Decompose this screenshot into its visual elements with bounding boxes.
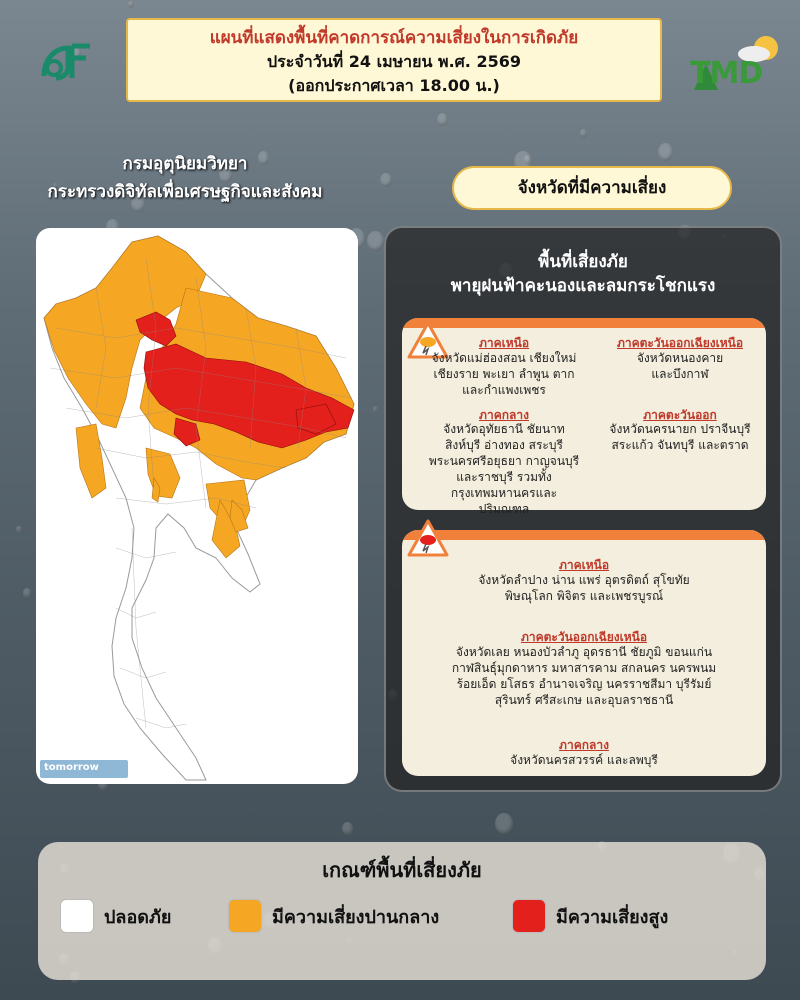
warning-high-icon <box>406 518 450 558</box>
agency-line-2: กระทรวงดิจิทัลเพื่อเศรษฐกิจและสังคม <box>47 182 323 202</box>
legend-label-medium: มีความเสี่ยงปานกลาง <box>272 906 440 928</box>
card1-northeast-body: จังหวัดหนองคาย และบึงกาฬ <box>636 351 724 381</box>
card1-central-body: จังหวัดอุทัยธานี ชัยนาท สิงห์บุรี อ่างทอง สระบุรี พระนครศรีอยุธยา กาญจนบุรี และราชบุรี รวมทั้ง กรุงเทพมหานครและ ปริมณฑล <box>428 422 580 516</box>
card2-northeast-head: ภาคตะวันออกเฉียงเหนือ <box>520 630 648 644</box>
raindrop <box>495 813 513 834</box>
title-date: ประจำวันที่ 24 เมษายน พ.ศ. 2569 <box>267 52 521 71</box>
raindrop <box>380 173 392 187</box>
raindrop <box>128 1 134 8</box>
raindrop <box>342 822 353 835</box>
risk-map-panel <box>36 228 358 784</box>
card1-north-body: จังหวัดแม่ฮ่องสอน เชียงใหม่ เชียงราย พะเยา ลำพูน ตาก และกำแพงเพชร <box>431 351 577 397</box>
card-top-bar <box>402 318 766 328</box>
raindrop <box>367 231 383 251</box>
agency-name <box>10 150 360 206</box>
card2-central-head: ภาคกลาง <box>559 738 609 752</box>
card2-central-body: จังหวัดนครสวรรค์ และลพบุรี <box>510 753 658 767</box>
risk-heading-line-2: พายุฝนฟ้าคะนองและลมกระโชกแรง <box>450 276 716 296</box>
raindrop <box>23 588 31 598</box>
card1-east-body: จังหวัดนครนายก ปราจีนบุรี สระแก้ว จันทบุรี และตราด <box>609 422 751 452</box>
legend-item-safe <box>60 896 171 936</box>
dept-logo-icon <box>38 38 98 84</box>
raindrop <box>580 129 587 138</box>
title-main: แผนที่แสดงพื้นที่คาดการณ์ความเสี่ยงในการเกิดภัย <box>209 28 579 48</box>
card2-north-head: ภาคเหนือ <box>558 558 610 572</box>
tomorrow-badge: tomorrow <box>40 760 128 778</box>
tmd-logo-text: TMD <box>690 56 763 91</box>
legend-item-high <box>512 896 668 936</box>
raindrop <box>524 155 531 164</box>
card1-north-head: ภาคเหนือ <box>478 336 530 350</box>
risk-heading-line-1: พื้นที่เสี่ยงภัย <box>538 252 628 272</box>
raindrop <box>16 526 21 532</box>
title-box <box>126 18 662 102</box>
card2-northeast-body: จังหวัดเลย หนองบัวลำภู อุดรธานี ชัยภูมิ ขอนแก่น กาฬสินธุ์มุกดาหาร มหาสารคาม สกลนคร นครพนม ร้อยเอ็ด ยโสธร อำนาจเจริญ นครราชสีมา บุรีรัมย์ สุรินทร์ ศรีสะเกษ และอุบลราชธานี <box>451 645 717 707</box>
legend-item-medium <box>228 896 439 936</box>
legend-swatch-safe <box>60 899 94 933</box>
raindrop <box>658 143 674 162</box>
raindrop <box>373 406 379 413</box>
legend-swatch-medium <box>228 899 262 933</box>
thailand-risk-map <box>36 228 358 784</box>
province-title: จังหวัดที่มีความเสี่ยง <box>452 166 732 210</box>
legend-label-high: มีความเสี่ยงสูง <box>556 906 669 928</box>
card-top-bar <box>402 530 766 540</box>
title-issue-time: (ออกประกาศเวลา 18.00 น.) <box>288 76 500 95</box>
legend-swatch-high <box>512 899 546 933</box>
card1-east-head: ภาคตะวันออก <box>643 408 717 422</box>
raindrop <box>437 113 448 126</box>
card1-northeast-head: ภาคตะวันออกเฉียงเหนือ <box>616 336 744 350</box>
legend-title: เกณฑ์พื้นที่เสี่ยงภัย <box>322 858 482 882</box>
card1-central-head: ภาคกลาง <box>479 408 529 422</box>
risk-heading <box>384 250 782 298</box>
agency-line-1: กรมอุตุนิยมวิทยา <box>122 154 248 174</box>
card2-north-body: จังหวัดลำปาง น่าน แพร่ อุตรดิตถ์ สุโขทัย พิษณุโลก พิจิตร และเพชรบูรณ์ <box>478 573 690 603</box>
legend-label-safe: ปลอดภัย <box>104 906 172 928</box>
